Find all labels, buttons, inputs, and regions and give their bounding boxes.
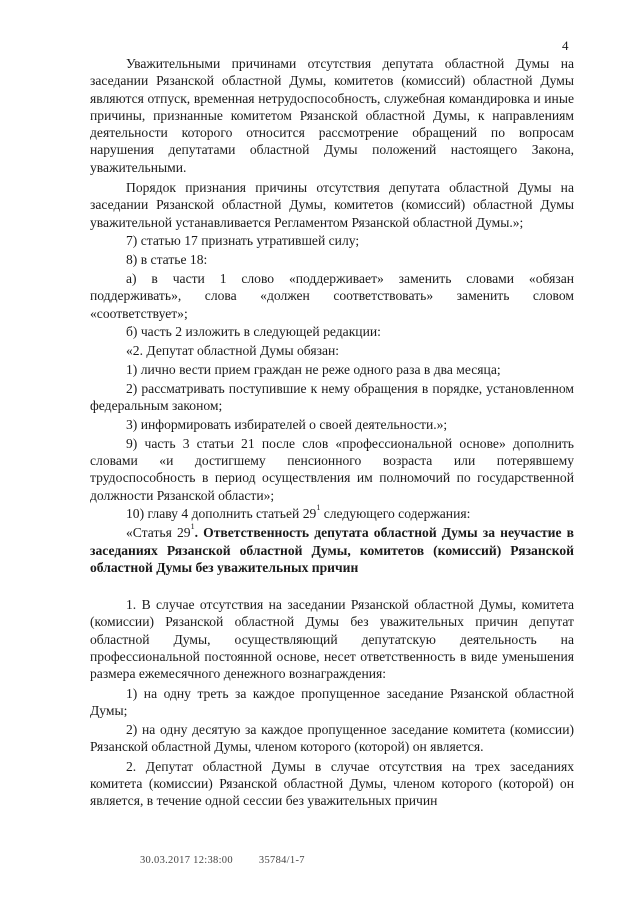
list-item: 7) статью 17 признать утратившей силу; (126, 233, 360, 249)
list-item: 2) рассматривать поступившие к нему обращения в порядке, установленном федеральным законом; (90, 380, 574, 414)
paragraph: 2. Депутат областной Думы в случае отсутствия на трех заседаниях комитета (комиссии) Рязанской областной Думы, членом которого (которой) он является, в течение одной сессии без уважительных причин (90, 758, 574, 809)
article-lead: «Статья 29 (126, 525, 191, 541)
paragraph: Уважительными причинами отсутствия депутата областной Думы на заседании Рязанской областной Думы, комитетов (комиссий) областной Думы являются отпуск, временная нетрудоспособность, служебная командировка и иные причины, признанные комитетом Рязанской областной Думы, к направлениям деятельности которого относится рассмотрение обращений по вопросам нарушения депутатами областной Думы положений настоящего Закона, уважительными. (90, 56, 574, 175)
list-item: «2. Депутат областной Думы обязан: (126, 343, 340, 359)
article-title: . Ответственность депутата областной Думы за неучастие в заседаниях Рязанской областной Думы, комитетов (комиссий) Рязанской областной Думы без уважительных причин (90, 525, 575, 575)
article-heading (90, 524, 574, 576)
list-item: а) в части 1 слово «поддерживает» заменить словами «обязан поддерживать», слова «должен соответствовать» заменить словом «соответствует»; (90, 271, 574, 321)
list-item: 3) информировать избирателей о своей деятельности.»; (126, 416, 448, 432)
superscript: 1 (190, 522, 195, 532)
document-body (90, 55, 574, 810)
paragraph: Порядок признания причины отсутствия депутата областной Думы на заседании Рязанской областной Думы, комитетов (комиссий) областной Думы уважительной устанавливается Регламентом Рязанской областной Думы.»; (90, 180, 574, 230)
list-item: 2) на одну десятую за каждое пропущенное заседание комитета (комиссии) Рязанской областной Думы, членом которого (которой) он является. (90, 722, 574, 755)
list-item: 1) на одну треть за каждое пропущенное заседание Рязанской областной Думы; (90, 685, 574, 718)
list-item (90, 505, 574, 522)
list-item: 8) в статье 18: (126, 252, 208, 268)
superscript: 1 (316, 503, 321, 513)
footer-timestamp: 30.03.2017 12:38:00 (140, 855, 233, 866)
list-item: 1) лично вести прием граждан не реже одного раза в два месяца; (126, 362, 501, 378)
text: следующего содержания: (320, 506, 471, 522)
list-item: 9) часть 3 статьи 21 после слов «профессиональной основе» дополнить словами «и достигшему пенсионного возраста или потерявшему трудоспособность в период осуществления им полномочий по государственной должности Рязанской области»; (90, 435, 574, 503)
page-number: 4 (562, 38, 569, 53)
text: 10) главу 4 дополнить статьей 29 (126, 506, 317, 522)
paragraph: 1. В случае отсутствия на заседании Рязанской областной Думы, комитета (комиссии) Рязанской областной Думы без уважительных причин депутат областной Думы, осуществляющий депутатскую деятельность на профессиональной постоянной основе, несет ответственность в виде уменьшения размера ежемесячного денежного вознаграждения: (90, 597, 574, 682)
footer-doc-number: 35784/1-7 (258, 855, 305, 866)
spacer (90, 576, 574, 593)
list-item: б) часть 2 изложить в следующей редакции: (126, 324, 381, 340)
footer (140, 855, 305, 866)
